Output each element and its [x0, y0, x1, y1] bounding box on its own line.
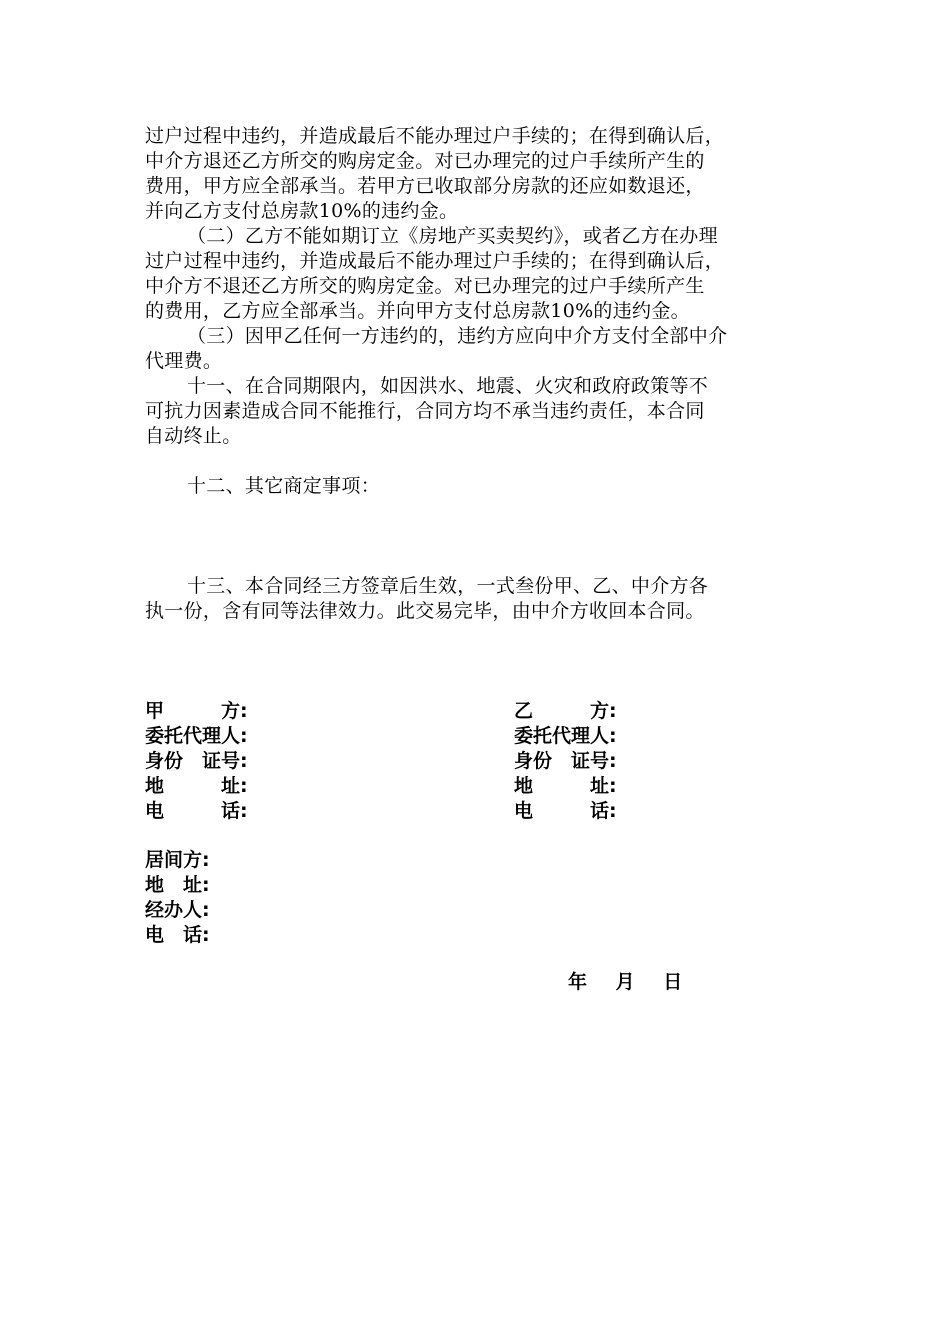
- intermediary-name-label: 居间方:: [145, 849, 210, 871]
- paragraph-line: 自动终止。: [145, 425, 242, 447]
- paragraph-line: 可抗力因素造成合同不能推行，合同方均不承当违约责任，本合同: [145, 400, 705, 422]
- paragraph-line: 十一、在合同期限内，如因洪水、地震、火灾和政府政策等不: [187, 375, 709, 397]
- paragraph-line: 费用，甲方应全部承当。若甲方已收取部分房款的还应如数退还，: [145, 175, 705, 197]
- party-b-phone-label: 电 话:: [514, 800, 617, 822]
- paragraph-line: 中介方退还乙方所交的购房定金。对已办理完的过户手续所产生的: [145, 150, 705, 172]
- paragraph-line: 中介方不退还乙方所交的购房定金。对已办理完的过户手续所产生: [145, 275, 705, 297]
- party-a-phone-label: 电 话:: [145, 800, 248, 822]
- party-b-name-label: 乙 方:: [514, 700, 617, 722]
- paragraph-line: 过户过程中违约，并造成最后不能办理过户手续的；在得到确认后，: [145, 250, 725, 272]
- date-month-label: 月: [615, 971, 635, 993]
- paragraph-line: 执一份，含有同等法律效力。此交易完毕，由中介方收回本合同。: [145, 600, 705, 622]
- party-a-agent-label: 委托代理人:: [145, 725, 248, 747]
- paragraph-line: 代理费。: [145, 350, 223, 372]
- paragraph-line: 过户过程中违约，并造成最后不能办理过户手续的；在得到确认后，: [145, 125, 725, 147]
- date-year-label: 年: [568, 971, 588, 993]
- paragraph-line: 的费用，乙方应全部承当。并向甲方支付总房款10%的违约金。: [145, 300, 690, 322]
- paragraph-line: （二）乙方不能如期订立《房地产买卖契约》，或者乙方在办理: [187, 225, 718, 247]
- paragraph-line: 十二、其它商定事项：: [187, 475, 381, 497]
- party-b-address-label: 地 址:: [514, 775, 617, 797]
- intermediary-address-label: 地 址:: [145, 874, 210, 896]
- paragraph-line: （三）因甲乙任何一方违约的，违约方应向中介方支付全部中介: [187, 325, 728, 347]
- paragraph-line: 并向乙方支付总房款10%的违约金。: [145, 200, 459, 222]
- date-line: [568, 970, 704, 995]
- intermediary-handler-label: 经办人:: [145, 899, 210, 921]
- party-b-agent-label: 委托代理人:: [514, 725, 617, 747]
- party-a-address-label: 地 址:: [145, 775, 248, 797]
- paragraph-line: 十三、本合同经三方签章后生效，一式叁份甲、乙、中介方各: [187, 575, 709, 597]
- intermediary-phone-label: 电 话:: [145, 924, 210, 946]
- party-a-id-label: 身份 证号:: [145, 750, 248, 772]
- party-a-name-label: 甲 方:: [145, 700, 248, 722]
- date-day-label: 日: [663, 971, 683, 993]
- party-b-id-label: 身份 证号:: [514, 750, 617, 772]
